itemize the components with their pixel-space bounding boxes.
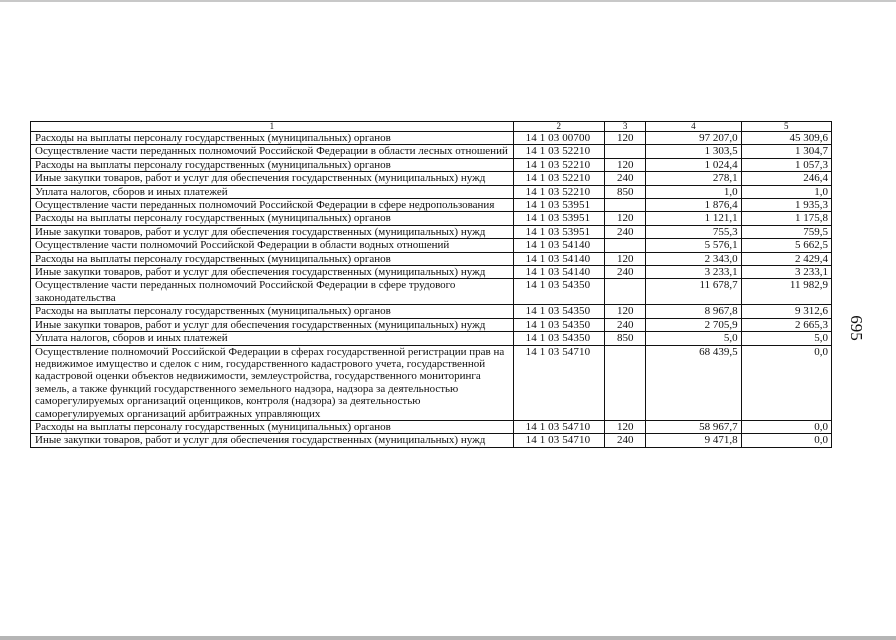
row-expense-type (605, 145, 646, 158)
row-target-code: 14 1 03 54350 (513, 305, 604, 318)
table-row (31, 199, 832, 212)
row-expense-type: 120 (605, 252, 646, 265)
row-description: Осуществление полномочий Российской Федерации в сферах государственной регистрации прав на недвижимое имущество и сделок с ним, государственного кадастрового учета, государственной кадастровой оценки объектов недвижимости, землеустройства, государственного мониторинга земель, а также функций государственного земельного надзора, надзора за деятельностью саморегулируемых организаций оценщиков, контроля (надзора) за деятельностью саморегулируемых организаций арбитражных управляющих (31, 345, 514, 420)
column-header-1: 1 (31, 122, 514, 132)
row-expense-type (605, 279, 646, 305)
row-description: Осуществление части переданных полномочий Российской Федерации в области лесных отношений (31, 145, 514, 158)
row-description: Иные закупки товаров, работ и услуг для обеспечения государственных (муниципальных) нужд (31, 434, 514, 447)
row-amount-year-1: 5,0 (646, 332, 742, 345)
row-amount-year-2: 2 429,4 (741, 252, 831, 265)
row-target-code: 14 1 03 54350 (513, 318, 604, 331)
column-header-2: 2 (513, 122, 604, 132)
row-target-code: 14 1 03 53951 (513, 199, 604, 212)
scan-bottom-edge (0, 636, 896, 640)
row-expense-type: 120 (605, 158, 646, 171)
column-header-4: 4 (646, 122, 742, 132)
row-target-code: 14 1 03 54710 (513, 434, 604, 447)
row-target-code: 14 1 03 54350 (513, 279, 604, 305)
table-row (31, 185, 832, 198)
row-amount-year-1: 755,3 (646, 225, 742, 238)
row-amount-year-2: 11 982,9 (741, 279, 831, 305)
row-amount-year-1: 97 207,0 (646, 132, 742, 145)
row-description: Иные закупки товаров, работ и услуг для обеспечения государственных (муниципальных) нужд (31, 318, 514, 331)
row-expense-type: 240 (605, 434, 646, 447)
row-expense-type: 240 (605, 172, 646, 185)
row-target-code: 14 1 03 54710 (513, 420, 604, 433)
row-amount-year-2: 5 662,5 (741, 239, 831, 252)
row-amount-year-2: 5,0 (741, 332, 831, 345)
row-description: Уплата налогов, сборов и иных платежей (31, 332, 514, 345)
row-target-code: 14 1 03 00700 (513, 132, 604, 145)
row-amount-year-2: 1 057,3 (741, 158, 831, 171)
page-number: 695 (847, 315, 866, 341)
row-amount-year-1: 278,1 (646, 172, 742, 185)
row-amount-year-2: 1 935,3 (741, 199, 831, 212)
row-expense-type: 240 (605, 225, 646, 238)
row-description: Расходы на выплаты персоналу государственных (муниципальных) органов (31, 420, 514, 433)
row-target-code: 14 1 03 52210 (513, 185, 604, 198)
row-description: Осуществление части переданных полномочий Российской Федерации в сфере недропользования (31, 199, 514, 212)
row-description: Расходы на выплаты персоналу государственных (муниципальных) органов (31, 158, 514, 171)
row-description: Расходы на выплаты персоналу государственных (муниципальных) органов (31, 252, 514, 265)
row-amount-year-1: 11 678,7 (646, 279, 742, 305)
row-target-code: 14 1 03 52210 (513, 145, 604, 158)
table-row (31, 318, 832, 331)
table-row (31, 266, 832, 279)
row-expense-type: 120 (605, 132, 646, 145)
column-header-5: 5 (741, 122, 831, 132)
row-expense-type (605, 199, 646, 212)
row-target-code: 14 1 03 53951 (513, 212, 604, 225)
row-amount-year-1: 1 121,1 (646, 212, 742, 225)
row-amount-year-1: 1 876,4 (646, 199, 742, 212)
row-description: Расходы на выплаты персоналу государственных (муниципальных) органов (31, 212, 514, 225)
table-row (31, 434, 832, 447)
row-expense-type: 120 (605, 305, 646, 318)
row-amount-year-2: 759,5 (741, 225, 831, 238)
row-description: Расходы на выплаты персоналу государственных (муниципальных) органов (31, 132, 514, 145)
table-row (31, 420, 832, 433)
row-amount-year-2: 0,0 (741, 434, 831, 447)
row-description: Расходы на выплаты персоналу государственных (муниципальных) органов (31, 305, 514, 318)
row-expense-type: 120 (605, 420, 646, 433)
row-amount-year-1: 1,0 (646, 185, 742, 198)
table-row (31, 332, 832, 345)
table-row (31, 145, 832, 158)
row-amount-year-1: 9 471,8 (646, 434, 742, 447)
row-description: Иные закупки товаров, работ и услуг для обеспечения государственных (муниципальных) нужд (31, 225, 514, 238)
row-amount-year-1: 3 233,1 (646, 266, 742, 279)
row-expense-type: 850 (605, 332, 646, 345)
row-description: Осуществление части полномочий Российской Федерации в области водных отношений (31, 239, 514, 252)
row-target-code: 14 1 03 52210 (513, 172, 604, 185)
scan-top-edge (0, 0, 896, 2)
row-description: Иные закупки товаров, работ и услуг для обеспечения государственных (муниципальных) нужд (31, 266, 514, 279)
row-expense-type: 850 (605, 185, 646, 198)
table-row (31, 252, 832, 265)
row-target-code: 14 1 03 54140 (513, 266, 604, 279)
row-expense-type (605, 239, 646, 252)
row-amount-year-2: 0,0 (741, 345, 831, 420)
table-row (31, 305, 832, 318)
row-amount-year-1: 5 576,1 (646, 239, 742, 252)
row-description: Уплата налогов, сборов и иных платежей (31, 185, 514, 198)
row-expense-type (605, 345, 646, 420)
row-amount-year-1: 1 303,5 (646, 145, 742, 158)
row-amount-year-1: 1 024,4 (646, 158, 742, 171)
row-target-code: 14 1 03 53951 (513, 225, 604, 238)
row-description: Иные закупки товаров, работ и услуг для обеспечения государственных (муниципальных) нужд (31, 172, 514, 185)
row-amount-year-2: 246,4 (741, 172, 831, 185)
table-row (31, 345, 832, 420)
row-amount-year-2: 1,0 (741, 185, 831, 198)
column-header-3: 3 (605, 122, 646, 132)
row-amount-year-1: 68 439,5 (646, 345, 742, 420)
row-amount-year-2: 3 233,1 (741, 266, 831, 279)
row-expense-type: 240 (605, 266, 646, 279)
row-amount-year-2: 9 312,6 (741, 305, 831, 318)
row-description: Осуществление части переданных полномочий Российской Федерации в сфере трудового законодательства (31, 279, 514, 305)
row-target-code: 14 1 03 54350 (513, 332, 604, 345)
row-target-code: 14 1 03 54140 (513, 252, 604, 265)
row-amount-year-1: 58 967,7 (646, 420, 742, 433)
row-amount-year-2: 2 665,3 (741, 318, 831, 331)
table-body (31, 122, 832, 448)
row-amount-year-1: 8 967,8 (646, 305, 742, 318)
table-row (31, 279, 832, 305)
table-row (31, 212, 832, 225)
row-amount-year-1: 2 705,9 (646, 318, 742, 331)
row-amount-year-2: 0,0 (741, 420, 831, 433)
table-row (31, 239, 832, 252)
table-row (31, 132, 832, 145)
table-row (31, 172, 832, 185)
row-amount-year-1: 2 343,0 (646, 252, 742, 265)
row-amount-year-2: 1 175,8 (741, 212, 831, 225)
row-expense-type: 240 (605, 318, 646, 331)
budget-table (30, 121, 832, 448)
column-header-row (31, 122, 832, 132)
row-target-code: 14 1 03 54140 (513, 239, 604, 252)
table-row (31, 225, 832, 238)
table-row (31, 158, 832, 171)
row-amount-year-2: 1 304,7 (741, 145, 831, 158)
row-amount-year-2: 45 309,6 (741, 132, 831, 145)
row-expense-type: 120 (605, 212, 646, 225)
row-target-code: 14 1 03 52210 (513, 158, 604, 171)
row-target-code: 14 1 03 54710 (513, 345, 604, 420)
